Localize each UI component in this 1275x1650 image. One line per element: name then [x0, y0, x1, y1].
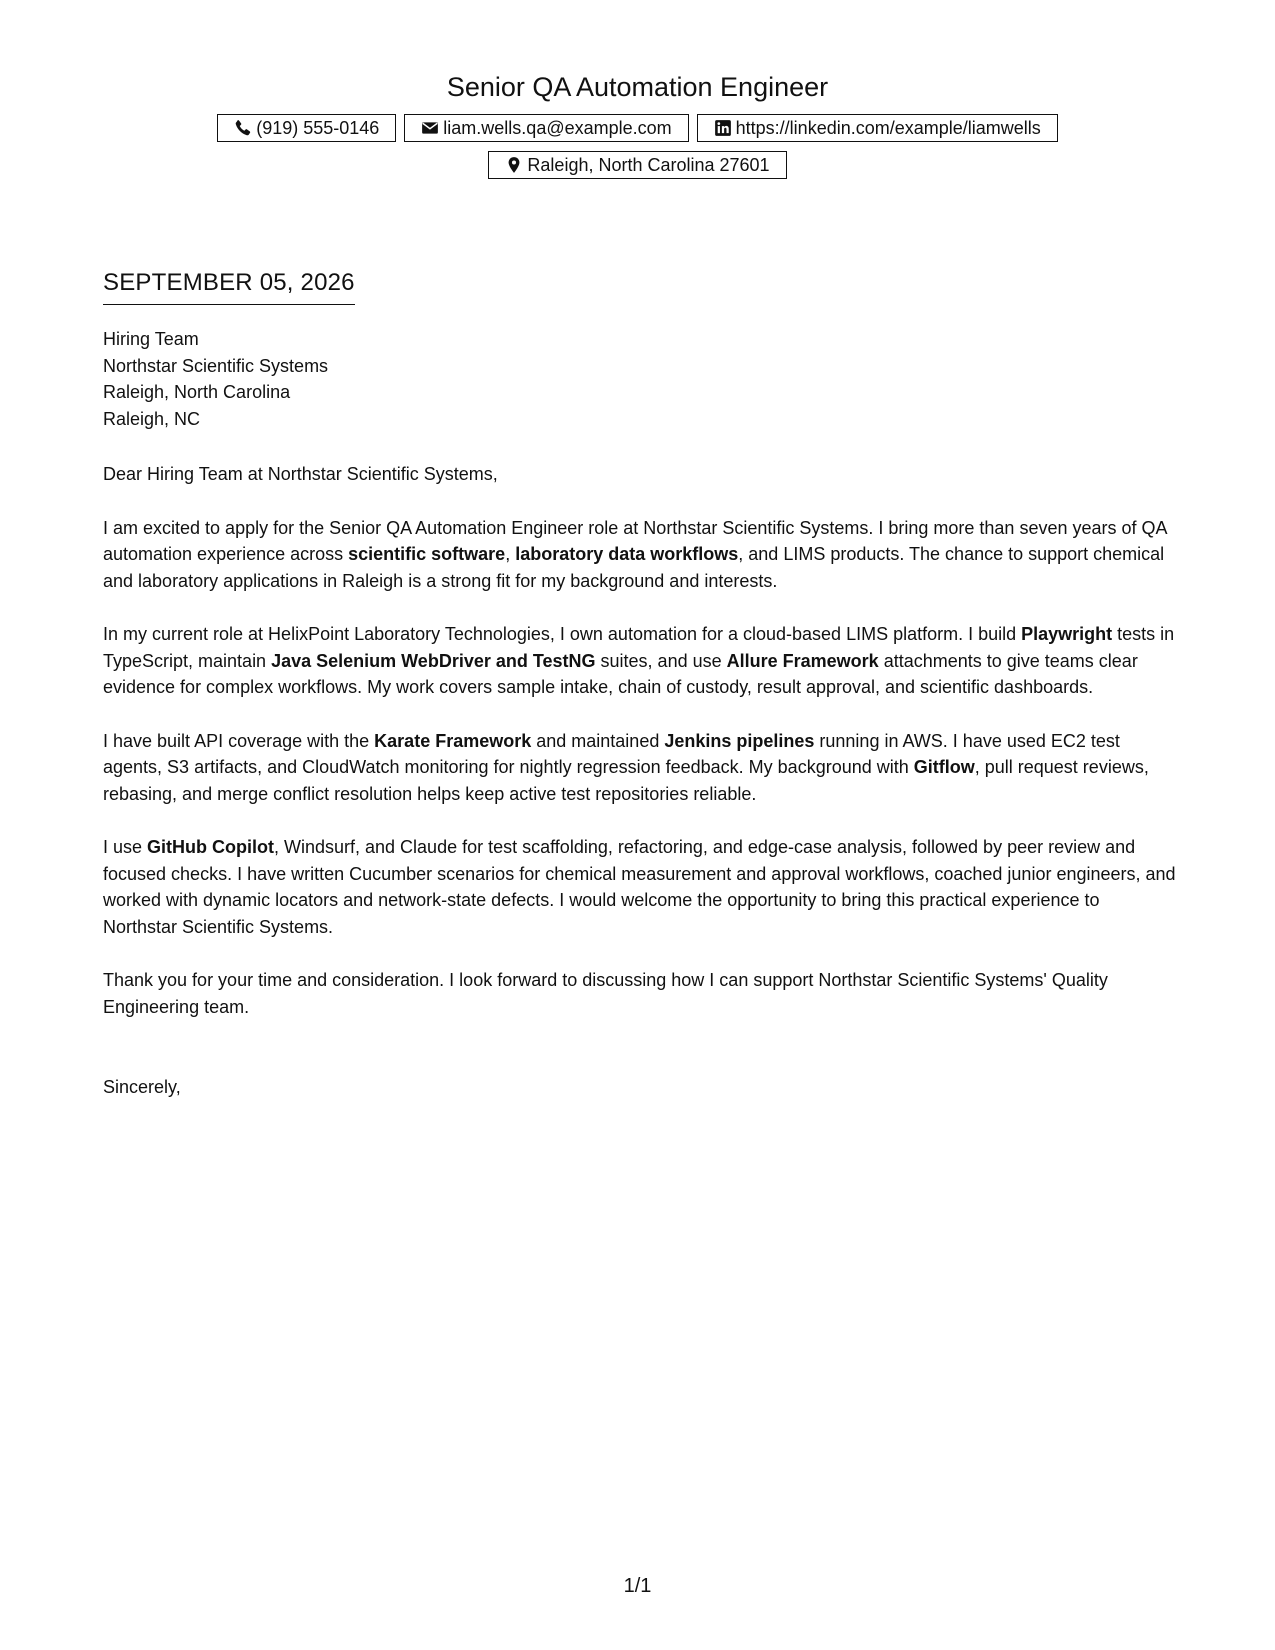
map-marker-icon: [505, 156, 523, 174]
keyword: Gitflow: [913, 757, 975, 777]
recipient-line: Raleigh, North Carolina: [103, 382, 291, 402]
recipient-line: Hiring Team: [103, 329, 199, 349]
linkedin-url[interactable]: https://linkedin.com/example/liamwells: [735, 118, 1041, 138]
paragraph-3: I have built API coverage with the Karate Framework and maintained Jenkins pipelines running in AWS. I have used EC2 test agents, S3 artifacts, and CloudWatch monitoring for nightly regression feedback. My background with Gitflow, pull request reviews, rebasing, and merge conflict resolution helps keep active test repositories reliable.: [103, 730, 1149, 804]
paragraph-5: Thank you for your time and consideration. I look forward to discussing how I can support Northstar Scientific Systems' Quality Engineering team.: [103, 970, 1108, 1017]
keyword: Jenkins pipelines: [664, 730, 815, 751]
recipient-line: Raleigh, NC: [103, 408, 201, 429]
recipient-line: Northstar Scientific Systems: [103, 355, 329, 376]
phone-number: (919) 555-0146: [256, 118, 380, 138]
phone-chip: [217, 114, 396, 142]
document-title: Senior QA Automation Engineer: [446, 72, 829, 102]
keyword: GitHub Copilot: [147, 837, 274, 857]
email-chip[interactable]: [404, 114, 688, 142]
phone-icon: [234, 119, 252, 137]
letter-date: SEPTEMBER 05, 2026: [103, 268, 355, 305]
keyword: Playwright: [1021, 624, 1113, 644]
keyword: Java Selenium WebDriver and TestNG: [271, 650, 596, 671]
envelope-icon: [421, 119, 439, 137]
linkedin-icon: [714, 119, 732, 137]
closing: Sincerely,: [103, 1077, 181, 1097]
page-number: 1/1: [623, 1575, 652, 1597]
paragraph-1: I am excited to apply for the Senior QA Automation Engineer role at Northstar Scientific Systems. I bring more than seven years of QA automation experience across scientific software, laboratory data workflows, and LIMS products. The chance to support chemical and laboratory applications in Raleigh is a strong fit for my background and interests.: [103, 517, 1167, 591]
keyword: scientific software: [348, 544, 506, 564]
paragraph-2: In my current role at HelixPoint Laboratory Technologies, I own automation for a cloud-based LIMS platform. I build Playwright tests in TypeScript, maintain Java Selenium WebDriver and TestNG suites, and use Allure Framework attachments to give teams clear evidence for complex workflows. My work covers sample intake, chain of custody, result approval, and scientific dashboards.: [103, 624, 1175, 697]
contact-row-location: [0, 151, 1275, 179]
email-address[interactable]: liam.wells.qa@example.com: [443, 118, 672, 138]
letter-body: [103, 326, 1178, 1101]
keyword: Allure Framework: [726, 650, 879, 671]
keyword: laboratory data workflows: [515, 544, 739, 564]
contact-row: [0, 114, 1275, 142]
keyword: Karate Framework: [374, 730, 532, 751]
salutation: Dear Hiring Team at Northstar Scientific Systems,: [103, 464, 498, 484]
paragraph-4: I use GitHub Copilot, Windsurf, and Claude for test scaffolding, refactoring, and edge-case analysis, followed by peer review and focused checks. I have written Cucumber scenarios for chemical measurement and approval workflows, coached junior engineers, and worked with dynamic locators and network-state defects. I would welcome the opportunity to bring this practical experience to Northstar Scientific Systems.: [103, 837, 1176, 937]
linkedin-chip[interactable]: [697, 114, 1058, 142]
location-chip: [488, 151, 786, 179]
location-text: Raleigh, North Carolina 27601: [527, 155, 770, 175]
recipient-address: [103, 326, 1178, 432]
